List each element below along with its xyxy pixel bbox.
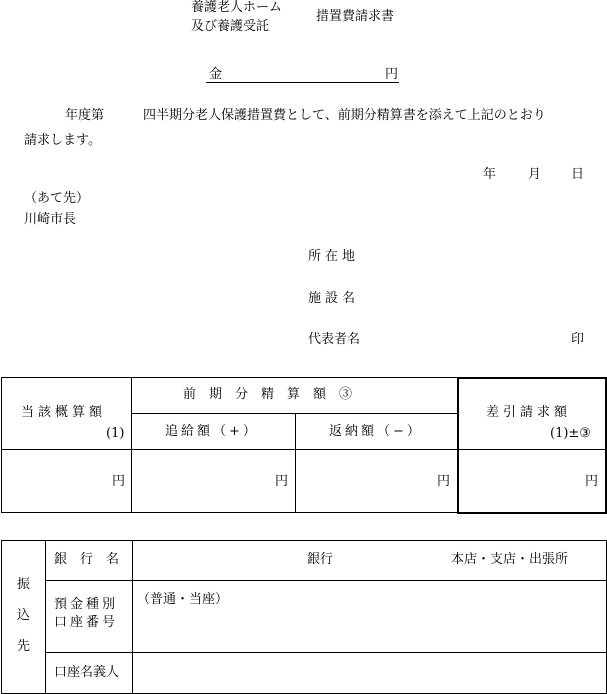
request-text-line-2: 請求します。: [24, 133, 101, 148]
amount-unit: 円: [385, 67, 399, 82]
net-request-formula: (1)±③: [550, 426, 591, 441]
facility-name-label: 施設名: [308, 291, 360, 306]
diff-header-bottom: [457, 449, 607, 450]
additional-payment-cell[interactable]: [132, 450, 295, 512]
date-month: 月: [528, 167, 542, 182]
amount-field[interactable]: [206, 82, 399, 83]
transfer-label-2: 込: [17, 608, 31, 623]
net-request-cell[interactable]: [459, 451, 605, 512]
bank-name-field[interactable]: [133, 541, 606, 580]
net-request-unit: 円: [585, 474, 599, 489]
location-label: 所在地: [308, 249, 360, 264]
account-number-label: 口座番号: [54, 615, 119, 630]
addressee-name: 川崎市長: [24, 212, 77, 227]
refund-header: 返納額（−）: [329, 424, 423, 439]
document-title: 措置費請求書: [316, 9, 395, 24]
net-request-header: 差引請求額: [486, 405, 572, 420]
previous-settlement-header: 前 期 分 精 算 額 ③: [183, 387, 353, 402]
branch-type-options: 本店・支店・出張所: [451, 552, 569, 567]
bank-suffix: 銀行: [307, 552, 334, 567]
date-day: 日: [571, 167, 585, 182]
additional-payment-unit: 円: [275, 474, 289, 489]
title-line-2: 及び養護受託: [191, 19, 270, 34]
account-holder-label: 口座名義人: [54, 665, 120, 680]
refund-unit: 円: [437, 474, 451, 489]
account-holder-field[interactable]: [133, 653, 606, 693]
estimate-amount-unit: 円: [112, 474, 126, 489]
representative-label: 代表者名: [308, 332, 361, 347]
seal-mark: 印: [571, 332, 585, 347]
transfer-label-1: 振: [17, 577, 31, 592]
additional-payment-header: 追給額（+）: [165, 424, 259, 439]
account-number-field[interactable]: [133, 581, 606, 652]
calc-header-split: [131, 413, 458, 414]
amount-label: 金: [209, 67, 223, 82]
refund-cell[interactable]: [296, 450, 457, 512]
transfer-label-3: 先: [17, 639, 31, 654]
date-year: 年: [483, 167, 497, 182]
bank-divider-1: [45, 540, 46, 694]
estimate-header-ref: (1): [106, 426, 125, 441]
estimate-header: 当該概算額: [21, 405, 107, 420]
deposit-type-label: 預金種別: [54, 597, 119, 612]
request-text-line-1: 四半期分老人保護措置費として、前期分精算書を添えて上記のとおり: [143, 108, 546, 123]
deposit-type-options: （普通・当座）: [137, 592, 229, 607]
addressee-label: （あて先）: [24, 191, 90, 206]
estimate-amount-cell[interactable]: [2, 450, 131, 512]
fiscal-year-prefix: 年度第: [65, 108, 105, 123]
title-line-1: 養護老人ホーム: [191, 0, 283, 15]
bank-name-label: 銀 行 名: [54, 552, 120, 567]
